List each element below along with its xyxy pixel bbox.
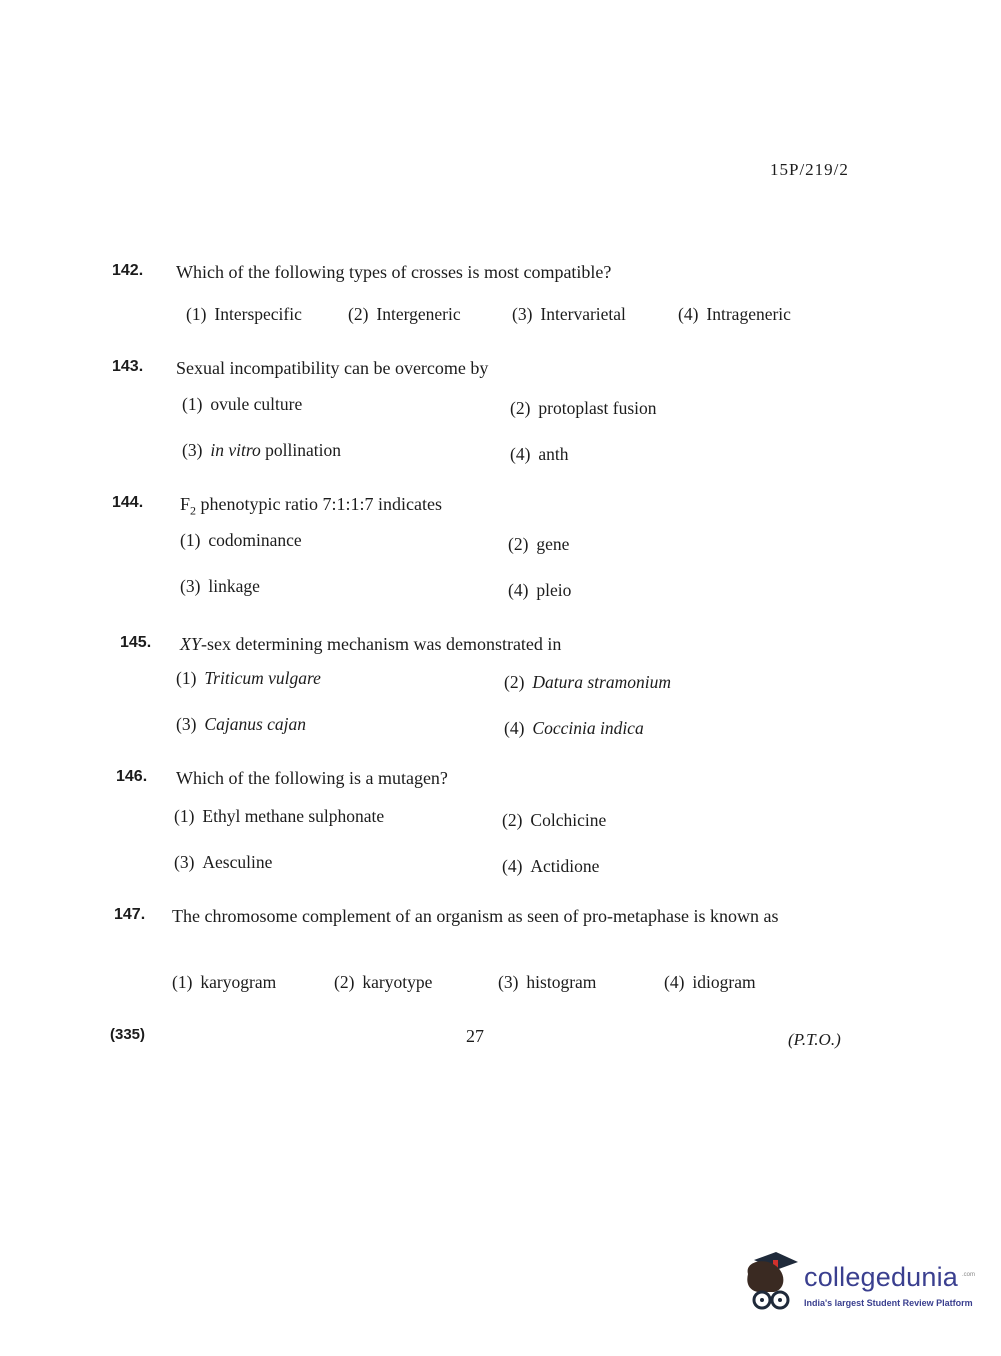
question-text: Which of the following types of crosses is most compatible? <box>176 262 612 282</box>
mascot-icon <box>740 1250 802 1316</box>
option-1: (1) Triticum vulgare <box>176 668 321 688</box>
question-143 <box>112 358 872 464</box>
footer-code: (335) <box>110 1026 146 1043</box>
option-3: (3) histogram <box>498 972 597 992</box>
logo-tagline: India's largest Student Review Platform <box>804 1298 973 1308</box>
paper-code: 15P/219/2 <box>770 160 849 179</box>
question-146 <box>112 768 872 876</box>
page-number: 27 <box>466 1026 484 1046</box>
question-number: 145. <box>120 634 152 651</box>
question-number: 147. <box>114 906 146 923</box>
option-3: (3) Aesculine <box>174 852 273 872</box>
option-4: (4) idiogram <box>664 972 756 992</box>
option-2: (2) protoplast fusion <box>510 398 657 418</box>
question-145 <box>112 634 872 738</box>
logo-wordmark: collegedunia <box>804 1262 959 1292</box>
option-1: (1) Ethyl methane sulphonate <box>174 806 385 826</box>
option-2: (2) gene <box>508 534 570 554</box>
collegedunia-logo <box>740 1250 980 1320</box>
option-3: (3) linkage <box>180 576 260 596</box>
question-147 <box>112 906 856 992</box>
question-text: XY-sex determining mechanism was demonstrated in <box>180 634 562 654</box>
question-text: $F_2$ phenotypic ratio 7:1:1:7 indicates <box>180 494 442 518</box>
question-number: 142. <box>112 262 144 279</box>
question-text: Sexual incompatibility can be overcome by <box>176 358 489 378</box>
option-2: (2) Datura stramonium <box>504 672 671 692</box>
question-text: Which of the following is a mutagen? <box>176 768 448 788</box>
logo-domain: .com <box>962 1272 976 1278</box>
question-144 <box>112 494 872 600</box>
option-1: (1) codominance <box>180 530 302 550</box>
option-1: (1) Interspecific <box>186 304 302 324</box>
option-3: (3) in vitro pollination <box>182 440 341 460</box>
option-2: (2) Intergeneric <box>348 304 461 324</box>
question-142 <box>112 262 872 324</box>
question-number: 146. <box>116 768 148 785</box>
question-number: 144. <box>112 494 144 511</box>
option-3: (3) Cajanus cajan <box>176 714 307 734</box>
option-4: (4) pleio <box>508 580 572 600</box>
question-text: The chromosome complement of an organism as seen of pro-metaphase is known as <box>172 906 779 926</box>
option-4: (4) Intrageneric <box>678 304 791 324</box>
option-1: (1) karyogram <box>172 972 277 992</box>
pto-label: (P.T.O.) <box>788 1030 841 1049</box>
option-4: (4) Actidione <box>502 856 600 876</box>
option-2: (2) karyotype <box>334 972 433 992</box>
question-number: 143. <box>112 358 144 375</box>
option-1: (1) ovule culture <box>182 394 303 414</box>
option-4: (4) anth <box>510 444 569 464</box>
option-4: (4) Coccinia indica <box>504 718 644 738</box>
option-3: (3) Intervarietal <box>512 304 626 324</box>
option-2: (2) Colchicine <box>502 810 607 830</box>
